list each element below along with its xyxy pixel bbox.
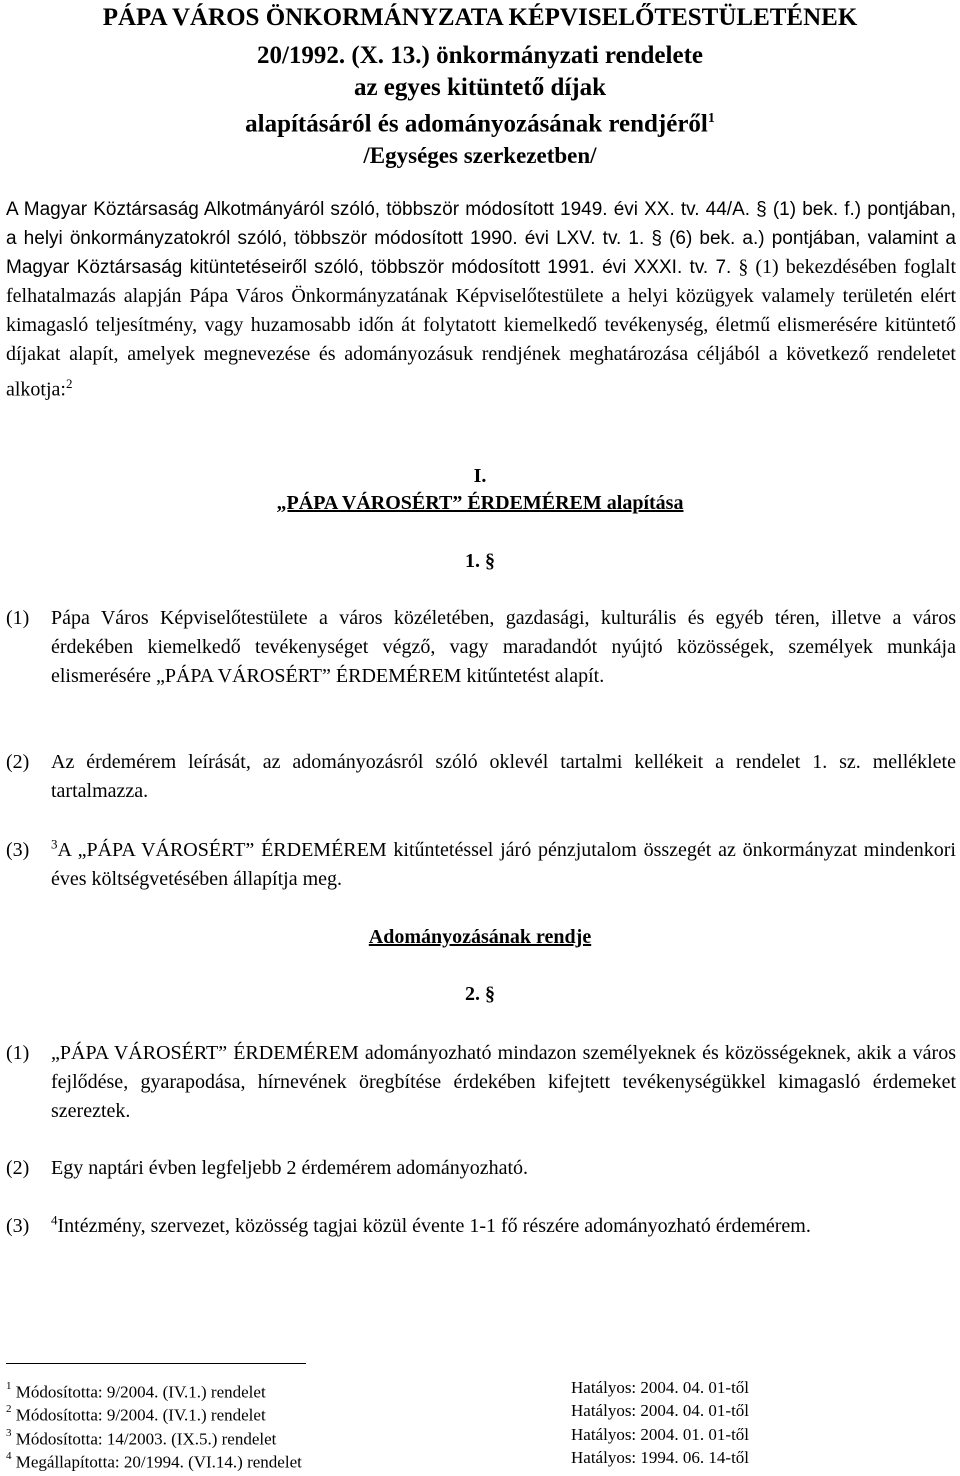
title-line4-text: alapításáról és adományozásának rendjéről (245, 110, 708, 138)
section1-para-3 (6, 836, 956, 894)
footnote-number: 2 (6, 1403, 12, 1415)
document-title-line2: 20/1992. (X. 13.) önkormányzati rendelete (256, 42, 703, 69)
para-number: (3) (6, 839, 30, 861)
section1-para-2 (6, 748, 956, 806)
footnote-divider (6, 1363, 306, 1364)
section1-para-1 (6, 604, 956, 691)
section2-para-1 (6, 1039, 956, 1126)
section1-title: „PÁPA VÁROSÉRT” ÉRDEMÉREM alapítása (276, 492, 684, 514)
footnote-ref-4: 4 (51, 1212, 58, 1228)
footnote-number: 4 (6, 1450, 12, 1462)
para-text: „PÁPA VÁROSÉRT” ÉRDEMÉREM adományozható mindazon személyeknek és közösségeknek, akik a város fejlődése, gyarapodása, hírnevének öregbítése érdekében kifejtett tevékenységükkel kimagasló érdemeket szereztek. (51, 1042, 956, 1122)
footnote-text: Módosította: 14/2003. (IX.5.) rendelet (15, 1429, 277, 1449)
document-title-line1: PÁPA VÁROS ÖNKORMÁNYZATA KÉPVISELŐTESTÜLETÉNEK (102, 4, 858, 31)
document-title-line4 (0, 103, 960, 139)
preamble-part1: A Magyar Köztársaság Alkotmányáról szóló, többször módosított 1949. évi XX. tv. 44/A. § (1) bek. f.) pontjában, a helyi önkormányzatokról szóló, többször módosított 1990. évi LXV. tv. 1. § (6) bek. a.) pontjában, valamint a Magyar Köztársaság kitüntetéseiről szóló, többször módosított 1991. évi XXXI. tv. 7. (6, 199, 956, 278)
footnote-text: Módosította: 9/2004. (IV.1.) rendelet (15, 1405, 266, 1425)
para-number: (2) (6, 751, 30, 773)
footnote-number: 1 (6, 1380, 12, 1392)
document-subtitle: /Egységes szerkezetben/ (363, 143, 597, 168)
para-text: Pápa Város Képviselőtestülete a város közéletében, gazdasági, kulturális és egyéb téren, illetve a város érdekében kiemelkedő tevékenységet végző, vagy maradandót nyújtó közösségek, személyek munkája elismerésére „PÁPA VÁROSÉRT” ÉRDEMÉREM kitűntetést alapít. (51, 607, 956, 687)
footnote-text: Megállapította: 20/1994. (VI.14.) rendelet (15, 1452, 302, 1472)
preamble (6, 195, 956, 405)
para-text-body: Intézmény, szervezet, közösség tagjai közül évente 1-1 fő részére adományozható érdemérem. (57, 1215, 811, 1237)
para-text (51, 1212, 956, 1241)
para-number: (1) (6, 607, 30, 629)
document-title-line3: az egyes kitüntető díjak (353, 74, 607, 101)
section1-paragraph-heading: 1. § (465, 550, 495, 572)
footnote-effective: Hatályos: 1994. 06. 14-től (571, 1448, 750, 1467)
para-number: (3) (6, 1215, 30, 1237)
section2-title: Adományozásának rendje (368, 926, 592, 948)
footnote-effective: Hatályos: 2004. 04. 01-től (571, 1378, 750, 1397)
footnote-ref-1: 1 (707, 111, 715, 126)
footnote-ref-2: 2 (65, 376, 73, 391)
footnote-number: 3 (6, 1427, 12, 1439)
para-text-body: A „PÁPA VÁROSÉRT” ÉRDEMÉREM kitűntetéssel járó pénzjutalom összegét az önkormányzat mindenkori éves költségvetésében állapítja meg. (51, 839, 956, 890)
para-text (51, 836, 956, 894)
para-number: (2) (6, 1157, 30, 1179)
para-text: Egy naptári évben legfeljebb 2 érdemérem adományozható. (51, 1157, 529, 1179)
para-text: Az érdemérem leírását, az adományozásról szóló oklevél tartalmi kellékeit a rendelet 1. sz. melléklete tartalmazza. (51, 751, 956, 802)
section2-para-3 (6, 1212, 956, 1241)
footnote-left (6, 1446, 302, 1475)
section1-roman: I. (473, 465, 487, 487)
footnote-ref-3: 3 (51, 836, 58, 852)
footnote-text: Módosította: 9/2004. (IV.1.) rendelet (15, 1382, 266, 1402)
preamble-part2: § (1) bekezdésében foglalt felhatalmazás alapján Pápa Város Önkormányzatának Képviselőtestülete a helyi közügyek valamely területén elért kimagasló teljesítmény, vagy huzamosabb időn át folytatott kiemelkedő tevékenység, életmű elismerésére kitüntető díjakat alapít, amelyek megnevezése és adományozásuk rendjének meghatározása céljából a következő rendeletet alkotja: (6, 256, 957, 401)
section2-para-2 (6, 1154, 956, 1183)
section2-paragraph-heading: 2. § (465, 983, 495, 1005)
footnote-effective: Hatályos: 2004. 01. 01-től (571, 1425, 750, 1444)
footnote-effective: Hatályos: 2004. 04. 01-től (571, 1401, 750, 1420)
para-number: (1) (6, 1042, 30, 1064)
